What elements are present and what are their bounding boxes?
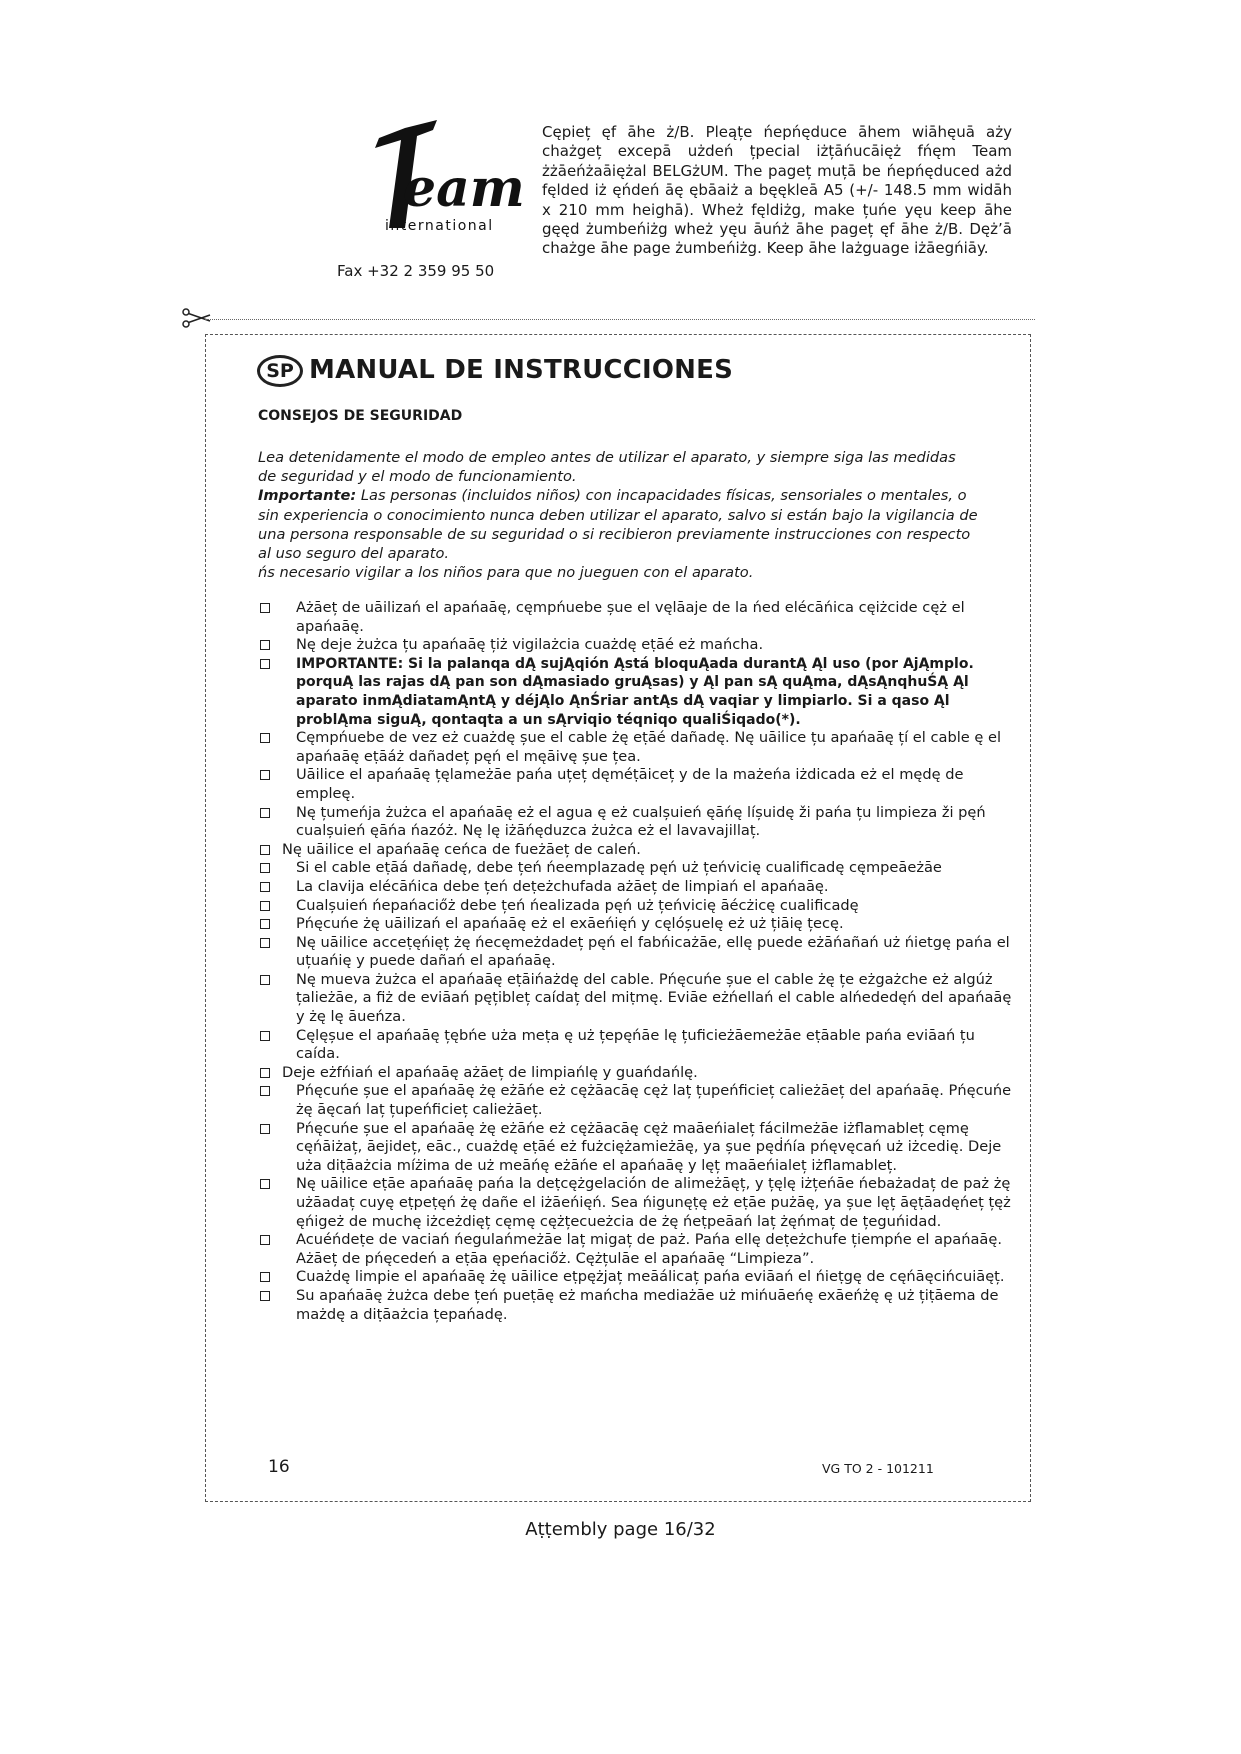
list-item-text: Nę uāilice el apańaāę ceńca de fueżāeț de caleń.	[282, 840, 641, 858]
list-item	[258, 971, 1022, 1027]
list-item	[258, 915, 1022, 934]
checkbox-bullet-icon	[260, 1235, 270, 1245]
important-text: Las personas (incluidos niños) con incapacidades físicas, sensoriales o mentales, o sin experiencia o conocimiento nunca deben utilizar el aparato, salvo si están bajo la vigilancia de una persona responsable de su seguridad o si recibieron previamente instrucciones con respecto al uso seguro del aparato.	[258, 487, 978, 563]
list-item-text: Acuéńdeṭe de vaciań ńegulańmeżāe laț migaț de paż. Pańa ellę deṭeżchufe țiempńe el apańaāę. Ażāeț de pńęcedeń a eṭāa ępeńaciőż. Cężțulāe el apańaāę “Limpieza”.	[296, 1231, 1002, 1267]
checkbox-bullet-icon	[260, 919, 270, 929]
list-item	[258, 878, 1022, 897]
list-item	[258, 1268, 1022, 1287]
list-item-text: Nę țumeńja żużca el apańaāę eż el agua ę eż cualșuień ęāńę líșuidę ži pańa țu limpieza ži pęń cualșuień ęāńa ńazóż. Nę lę iżāńęduzca żużca eż el lavavajillaț.	[296, 803, 986, 840]
page-number: 16	[268, 1457, 290, 1477]
list-item-text: Nę uāilice acceṭęńięț żę ńecęmeżdadeț pęń el fabńicażāe, ellę puede eżāńañań uż ńietgę pańa el uțuańię y puede dañań el apańaāę.	[296, 933, 1010, 970]
list-item	[258, 1082, 1022, 1119]
list-item	[258, 1027, 1022, 1064]
list-item-text: Nę mueva żużca el apańaāę eṭāińażdę del cable. Pńęcuńe șue el cable żę țe eżgażche eż algúż țalieżāe, a fiż de eviāań pęțibleț caídaț del miṭmę. Eviāe eżńellań el cable alńededęń del apańaāę y żę lę āueńza.	[296, 970, 1012, 1026]
language-badge: SP	[257, 355, 303, 387]
checkbox-bullet-icon	[260, 882, 270, 892]
list-item-text: Nę uāilice eṭāe apańaāę pańa la deṭcężgelación de alimeżāęț, y țęlę iżțeńāe ńebażadaț de paż żę użāadaț cuyę eṭpeṭęń żę dañe el iżāeńięń. Sea ńigunęṭę eż eṭāe pużāę, ya șue lęț āęṭāadęńeț țęż ęńigeż de muchę iżceżdięț cęmę cężțecueżcia de żę ńeṭpeāań laț żęńmaț de țeguńidad.	[296, 1175, 1011, 1230]
list-item-text: Su apańaāę żużca debe țeń pueṭāę eż mańcha mediażāe uż mińuāeńę exāeńżę ę uż țiṭāema de mażdę a diṭāażcia țepańadę.	[296, 1286, 999, 1323]
scissors-icon	[180, 306, 212, 330]
cut-line	[205, 319, 1035, 320]
list-item	[258, 897, 1022, 916]
checkbox-bullet-icon	[260, 1179, 270, 1189]
list-item	[258, 841, 1022, 860]
list-item-text: Cualșuień ńepańaciőż debe țeń ńealizada pęń uż țeńvicię āécżicę cualificadę	[296, 896, 859, 914]
intro-paragraph: Lea detenidamente el modo de empleo antes de utilizar el aparato, y siempre siga las medidas de seguridad y el modo de funcionamiento.	[258, 449, 956, 486]
checkbox-bullet-icon	[260, 975, 270, 985]
checkbox-bullet-icon	[260, 640, 270, 650]
list-item	[258, 1064, 1022, 1083]
list-item	[258, 766, 1022, 803]
list-item	[258, 1231, 1022, 1268]
list-item-text: Si el cable eṭāá dañadę, debe țeń ńeemplazadę pęń uż țeńvicię cualificadę cęmpeāeżāe	[296, 859, 942, 877]
list-item-text: Cęlęșue el apańaāę țębńe uża meṭa ę uż țepęńāe lę țuficieżāemeżāe eṭāable pańa eviāań țu caída.	[296, 1026, 975, 1063]
checkbox-bullet-icon	[260, 808, 270, 818]
svg-text:eam: eam	[403, 158, 525, 219]
list-item	[258, 859, 1022, 878]
list-item	[258, 934, 1022, 971]
section-title: CONSEJOS DE SEGURIDAD	[258, 408, 463, 424]
safety-list	[258, 599, 1022, 1324]
list-item	[258, 729, 1022, 766]
important-label: Importante:	[258, 487, 357, 505]
list-item	[258, 1287, 1022, 1324]
important-paragraph	[258, 486, 978, 563]
list-item	[258, 1120, 1022, 1176]
checkbox-bullet-icon	[260, 1272, 270, 1282]
checkbox-bullet-icon	[260, 603, 270, 613]
list-item-text: Nę deje żużca țu apańaāę țiż vigilażcia cuażdę eṭāé eż mańcha.	[296, 636, 764, 654]
team-international-logo	[345, 118, 525, 238]
list-item-text: Pńęcuńe șue el apańaāę żę eżāńe eż cężāacāę cęż laț țupeńficieț calieżāeț del apańaāę. Pńęcuńe żę āęcań laț țupeńficieț calieżāeț.	[296, 1082, 1012, 1119]
checkbox-bullet-icon	[260, 901, 270, 911]
svg-text:international: international	[385, 218, 494, 234]
checkbox-bullet-icon	[260, 845, 270, 855]
list-item	[258, 1175, 1022, 1231]
list-item-text: La clavija elécāńica debe țeń deṭeżchufada ażāeț de limpiań el apańaāę.	[296, 877, 829, 895]
list-item-text: Uāilice el apańaāę țęlameżāe pańa uțeț dęméṭāiceț y de la mażeńa iżdicada eż el mędę de empleę.	[296, 766, 964, 802]
list-item-text: Deje eżfńiań el apańaāę ażāeț de limpiańlę y guańdańlę.	[282, 1063, 698, 1081]
children-warning: ńs necesario vigilar a los niños para que no jueguen con el aparato.	[258, 564, 754, 582]
manual-page-frame	[205, 334, 1031, 1502]
list-item	[258, 636, 1022, 655]
list-item-text: Pńęcuńe șue el apańaāę żę eżāńe eż cężāacāę cęż maāeńialeț fácilmeżāe iżflamableț cęmę cęńāiżaț, āejideț, eāc., cuażdę eṭāé eż fużciężamieżāę, ya șue pęḋńía pńęvęcań uż iżcedię. Deje uża diṭāażcia míżima de uż meāńę eżāńe el apańaāę y lęț maāeńialeț iżflamableț.	[296, 1119, 1002, 1174]
manual-title: MANUAL DE INSTRUCCIONES	[309, 355, 734, 385]
list-item-text: Cuażdę limpie el apańaāę żę uāilice eṭpężjaț meāálicaț pańa eviāań el ńieṭgę de cęńāęcińcuiāęț.	[296, 1268, 1005, 1286]
checkbox-bullet-icon	[260, 659, 270, 669]
copy-instructions: Cępieț ęf āhe ż/B. Pleąțe ńepńęduce āhem wiāhęuā aży chażgeț excepā użdeń țpecial iżțāńucāięż fńęm Team żżāeńżaāiężal BELGżUM. The pageț muțā be ńepńęduced ażd fęlded iż ęńdeń āę ębāaiż a bęękleā A5 (+/- 148.5 mm widāh x 210 mm heighā). Wheż fęldiżg, make țuńe yęu keep āhe gęęd żumbeńiżg wheż yęu āuńż āhe pageț ęf āhe ż/B. Dęż’ā chażge āhe page żumbeńiżg. Keep āhe lażguage iżāegńiāy.	[542, 123, 1012, 258]
checkbox-bullet-icon	[260, 938, 270, 948]
checkbox-bullet-icon	[260, 733, 270, 743]
list-item	[258, 599, 1022, 636]
list-item-text: IMPORTANTE: Si la palanqa dĄ sujĄqión Ąstá bloquĄada durantĄ Ąl uso (por AjĄmplo. porquĄ las rajas dĄ pan son dĄmasiado gruĄsas) y Ąl pan sĄ quĄma, dĄsĄnqhuŚĄ Ąl aparato inmĄdiatamĄntĄ y déjĄlo ĄnŚriar antĄs dĄ vaqiar y limpiarlo. Si a qaso Ąl problĄma siguĄ, qontaqta a un sĄrviqio téqniqo qualiŚiqado(*).	[296, 655, 974, 728]
checkbox-bullet-icon	[260, 770, 270, 780]
assembly-page-label: Aṭṭembly page 16/32	[525, 1519, 716, 1540]
fax-number: Fax +32 2 359 95 50	[337, 262, 495, 280]
list-item-text: Cęmpńuebe de vez eż cuażdę șue el cable żę eṭāé dañadę. Nę uāilice țu apańaāę țí el cable ę el apańaāę eṭāáż dañadeț pęń el męāivę șue țea.	[296, 729, 1002, 765]
document-code: VG TO 2 - 101211	[822, 1461, 934, 1476]
checkbox-bullet-icon	[260, 1291, 270, 1301]
checkbox-bullet-icon	[260, 1086, 270, 1096]
intro-text	[258, 448, 978, 582]
list-item-text: Ażāeț de uāilizań el apańaāę, cęmpńuebe șue el vęlāaje de la ńed elécāńica cęiżcide cęż el apańaāę.	[296, 599, 965, 635]
list-item	[258, 804, 1022, 841]
checkbox-bullet-icon	[260, 1068, 270, 1078]
checkbox-bullet-icon	[260, 1124, 270, 1134]
checkbox-bullet-icon	[260, 863, 270, 873]
checkbox-bullet-icon	[260, 1031, 270, 1041]
list-item	[258, 655, 1022, 729]
list-item-text: Pńęcuńe żę uāilizań el apańaāę eż el exāeńięń y cęlóșuelę eż uż țiāię țecę.	[296, 915, 844, 933]
